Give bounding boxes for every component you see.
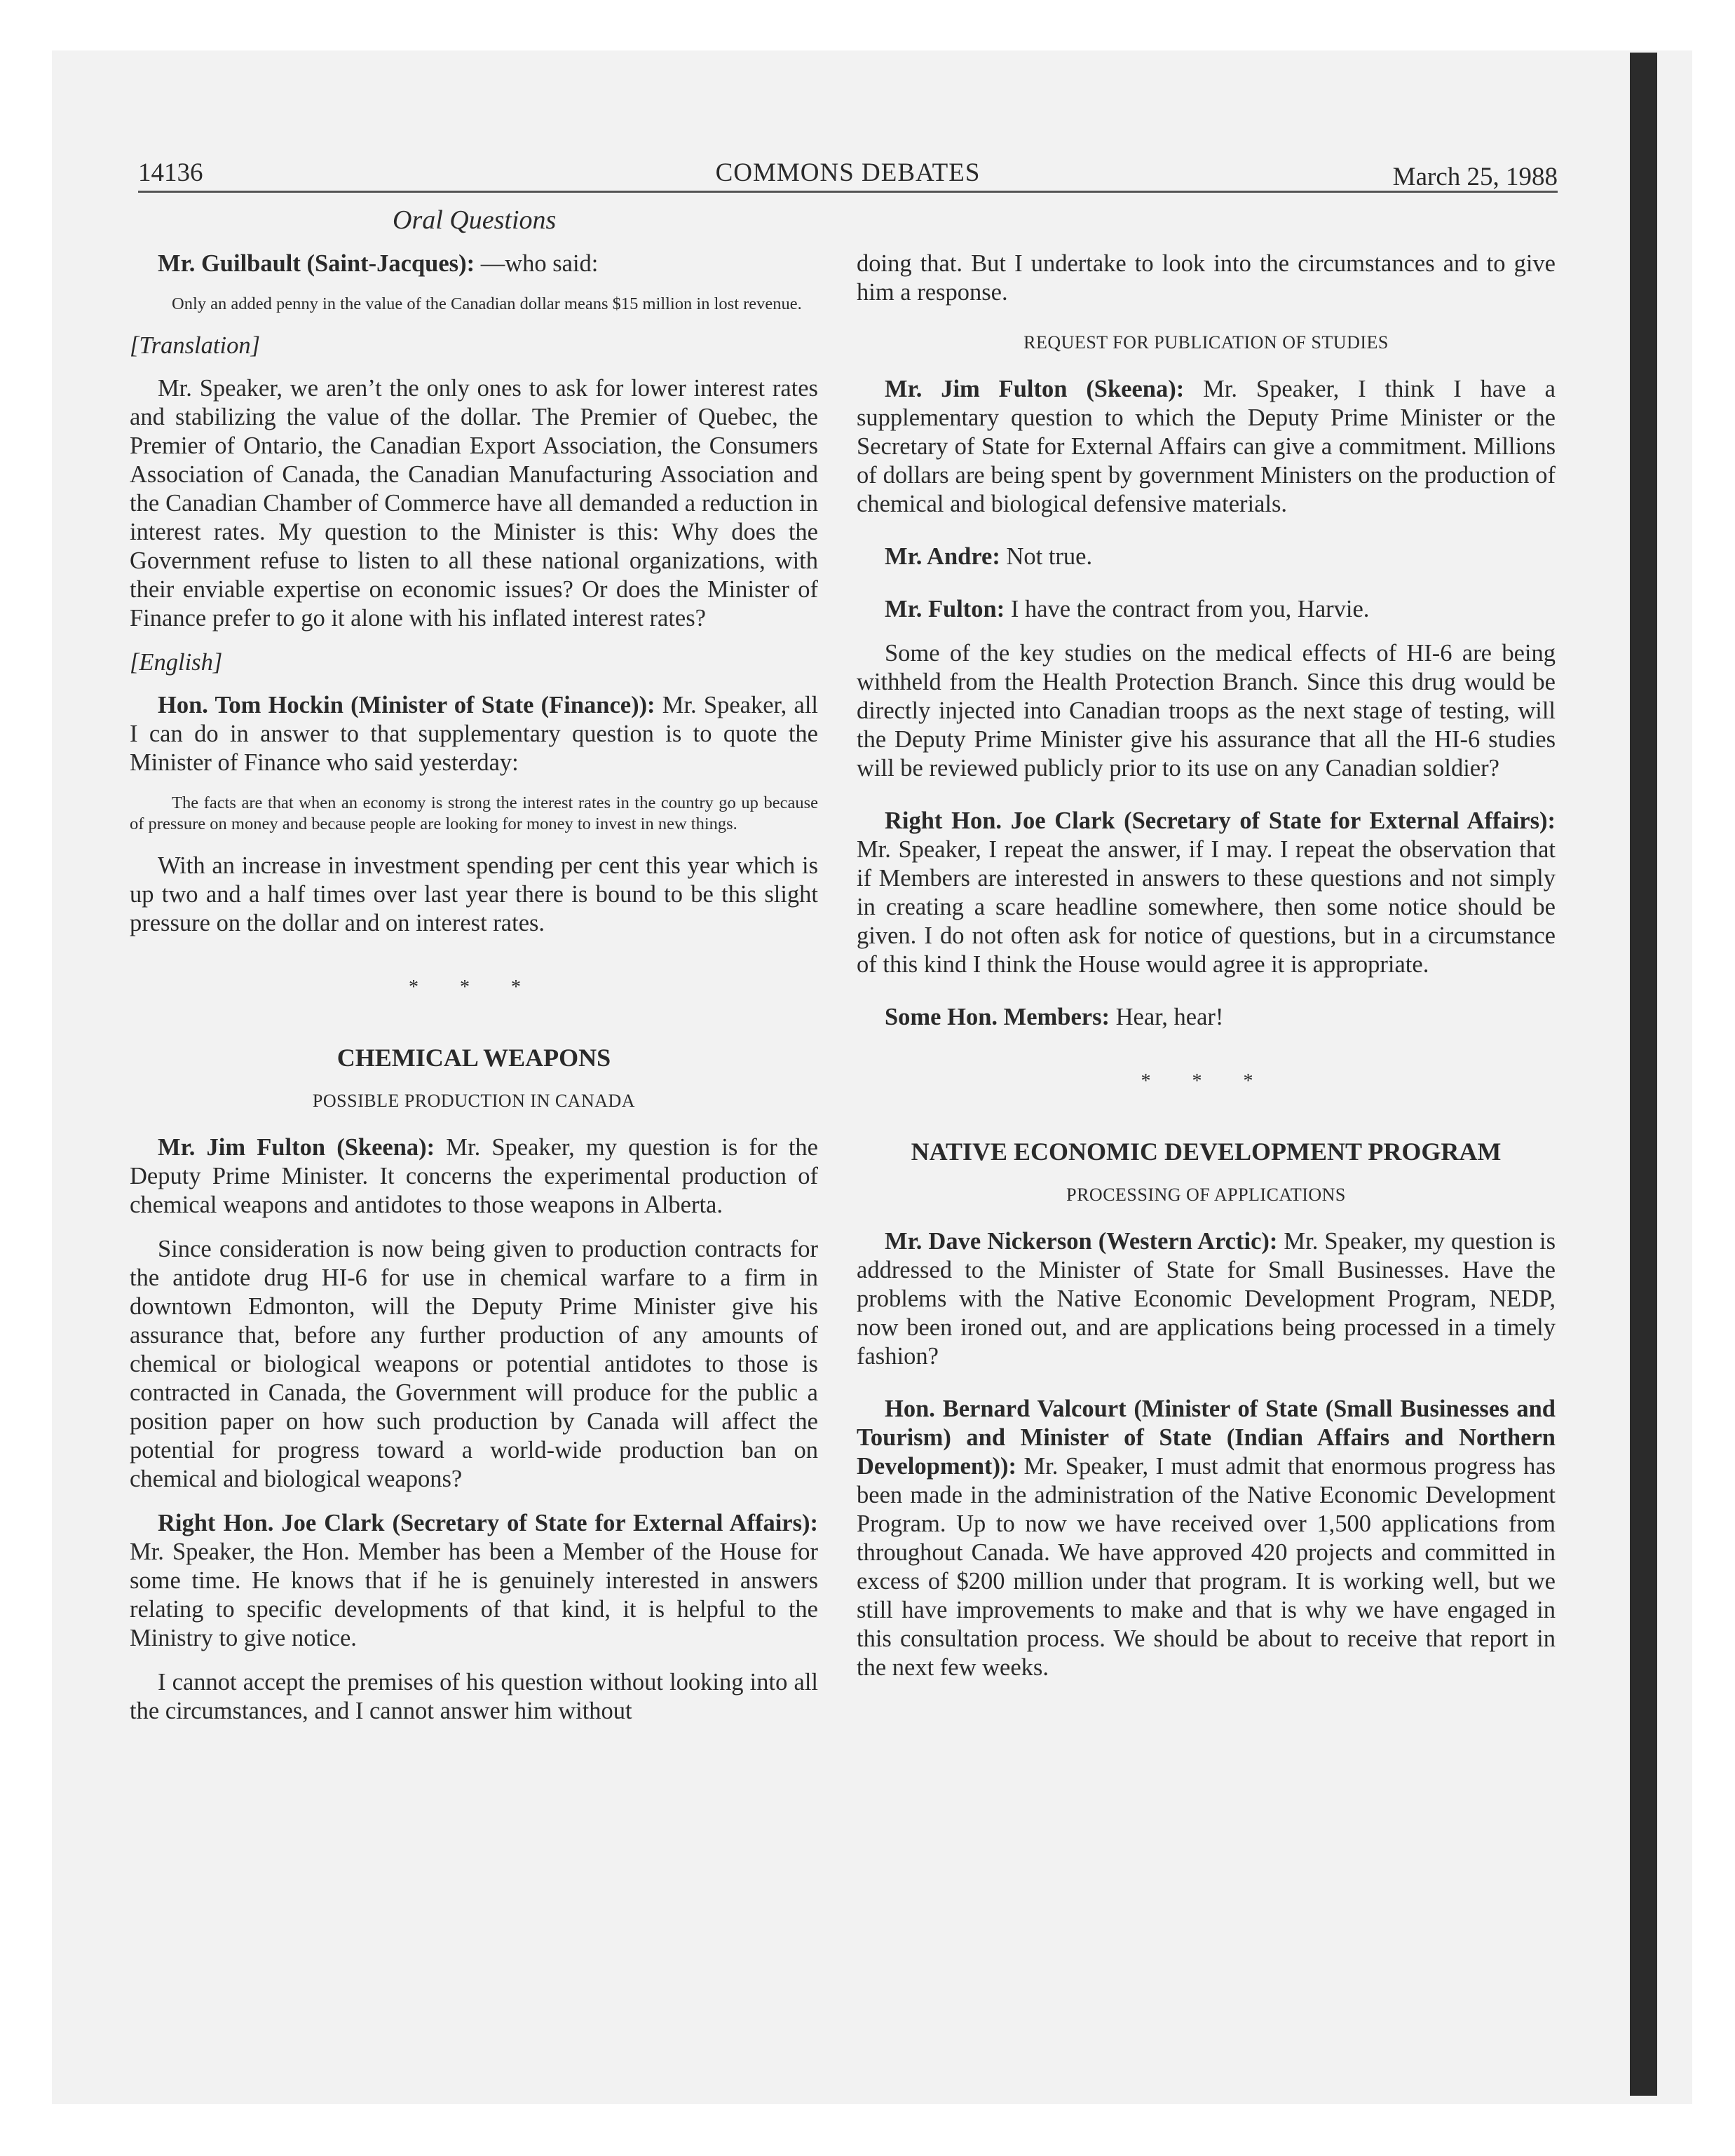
paragraph: doing that. But I undertake to look into the circumstances and to give him a response. (857, 250, 1556, 306)
paragraph-text: Mr. Speaker, my question is addressed to the Minister of State for Small Businesses. Have the problems with the Native Economic Development Program, NEDP, now been ironed out, and are applications being processed in a timely fashion? (857, 1228, 1556, 1370)
speaker-name: Mr. Dave Nickerson (Western Arctic): (885, 1228, 1278, 1255)
paragraph (130, 691, 818, 777)
speaker-name: Right Hon. Joe Clark (Secretary of State for External Affairs): (885, 807, 1556, 834)
scan-edge-shadow (1630, 53, 1657, 2096)
paragraph-text: Mr. Speaker, all I can do in answer to that supplementary question is to quote the Minister of Finance who said yesterday: (130, 692, 819, 776)
speaker-name: Mr. Andre: (885, 543, 1000, 570)
speaker-name: Mr. Jim Fulton (Skeena): (158, 1134, 435, 1161)
publication-title: COMMONS DEBATES (715, 158, 981, 187)
paragraph (130, 1133, 818, 1220)
paragraph-text: Mr. Speaker, I repeat the answer, if I may. I repeat the observation that if Members are interested in answers to these questions and not simply in creating a scare headline somewhere, then some notice should be given. I do not often ask for notice of questions, but in a circumstance of this kind I think the House would agree it is appropriate. (857, 836, 1556, 978)
paragraph (857, 595, 1556, 624)
speaker-name: Hon. Bernard Valcourt (Minister of State (Small Businesses and Tourism) and Minister of State (Indian Affairs and Northern Development)): (857, 1396, 1556, 1480)
paragraph-text: Mr. Speaker, I must admit that enormous progress has been made in the administration of the Native Economic Development Program. Up to now we have received over 1,500 applications from throughout Canada. We have approved 420 projects and committed in excess of $200 million under that program. It is working well, but we still have improvements to make and that is why we have engaged in this consultation process. We should be about to receive that report in the next few weeks. (857, 1453, 1556, 1681)
paragraph (857, 1003, 1556, 1032)
publication-date: March 25, 1988 (1392, 163, 1558, 191)
section-subheading: REQUEST FOR PUBLICATION OF STUDIES (1023, 332, 1389, 353)
paragraph-text: I have the contract from you, Harvie. (1005, 596, 1370, 622)
speaker-name: Mr. Jim Fulton (Skeena): (885, 376, 1185, 402)
paragraph (857, 1395, 1556, 1682)
paragraph: Mr. Speaker, we aren’t the only ones to ask for lower interest rates and stabilizing the value of the dollar. The Premier of Quebec, the Premier of Ontario, the Canadian Export Association, the Consumers Association of Canada, the Canadian Manufacturing Association and the Canadian Chamber of Commerce have all demanded a reduction in interest rates. My question to the Minister is this: Why does the Government refuse to listen to all these national organizations, with their enviable expertise on economic issues? Or does the Minister of Finance prefer to go it alone with his inflated interest rates? (130, 375, 818, 632)
paragraph: With an increase in investment spending per cent this year which is up two and a half times over last year there is bound to be this slight pressure on the dollar and on interest rates. (130, 852, 818, 936)
section-subheading: POSSIBLE PRODUCTION IN CANADA (312, 1091, 636, 1111)
paragraph: Some of the key studies on the medical effects of HI-6 are being withheld from the Health Protection Branch. Since this drug would be directly injected into Canadian troops as the next stage of testing, will the Deputy Prime Minister give his assurance that all the HI-6 studies will be reviewed publicly prior to its use on any Canadian soldier? (857, 640, 1556, 782)
left-column (130, 250, 818, 1741)
running-header (138, 156, 1558, 193)
paragraph (857, 543, 1556, 571)
paragraph-text: Mr. Speaker, I think I have a supplementary question to which the Deputy Prime Minister or the Secretary of State for External Affairs can give a commitment. Millions of dollars are being spent by government Ministers on the production of chemical and biological defensive materials. (857, 376, 1556, 517)
paragraph-text: Not true. (1000, 543, 1093, 570)
right-column (857, 250, 1556, 1698)
section-divider: * * * (1141, 1070, 1272, 1092)
page-number: 14136 (138, 158, 203, 187)
section-headline: CHEMICAL WEAPONS (336, 1044, 611, 1072)
section-headline: NATIVE ECONOMIC DEVELOPMENT PROGRAM (911, 1138, 1502, 1166)
paragraph-text: Mr. Speaker, the Hon. Member has been a Member of the House for some time. He knows that if he is genuinely interested in answers relating to specific developments of that kind, it is helpful to the Ministry to give notice. (130, 1538, 818, 1651)
section-divider: * * * (409, 976, 539, 998)
paragraph-text: Mr. Speaker, my question is for the Deputy Prime Minister. It concerns the experimental production of chemical weapons and antidotes to those weapons in Alberta. (130, 1134, 818, 1218)
paragraph (857, 375, 1556, 519)
block-quote: The facts are that when an economy is strong the interest rates in the country go up because of pressure on money and because people are looking for money to invest in new things. (130, 793, 818, 833)
paragraph-text: Hear, hear! (1109, 1004, 1224, 1030)
paragraph: I cannot accept the premises of his question without looking into all the circumstances, and I cannot answer him without (130, 1669, 818, 1724)
language-marker: [English] (130, 649, 223, 676)
speaker-name: Some Hon. Members: (885, 1004, 1110, 1030)
speaker-name: Mr. Fulton: (885, 596, 1005, 622)
language-marker: [Translation] (130, 332, 260, 359)
speaker-name: Right Hon. Joe Clark (Secretary of State for External Affairs): (158, 1510, 818, 1536)
speaker-name: Mr. Guilbault (Saint-Jacques): (158, 250, 475, 277)
paragraph (857, 807, 1556, 979)
paragraph (130, 250, 818, 278)
block-quote: Only an added penny in the value of the Canadian dollar means $15 million in lost revenue. (172, 294, 802, 313)
section-subheading: PROCESSING OF APPLICATIONS (1066, 1185, 1346, 1205)
speaker-name: Hon. Tom Hockin (Minister of State (Finance)): (158, 692, 655, 718)
paragraph (130, 1509, 818, 1653)
paragraph-text: —who said: (475, 250, 599, 277)
section-label: Oral Questions (393, 205, 557, 235)
paragraph (857, 1227, 1556, 1371)
paragraph: Since consideration is now being given to production contracts for the antidote drug HI-6 for use in chemical warfare to a firm in downtown Edmonton, will the Deputy Prime Minister give his assurance that, before any further production of any amounts of chemical or biological weapons or potential antidotes to those is contracted in Canada, the Government will produce for the public a position paper on how such production by Canada will affect the potential for progress toward a world-wide production ban on chemical and biological weapons? (130, 1236, 818, 1492)
